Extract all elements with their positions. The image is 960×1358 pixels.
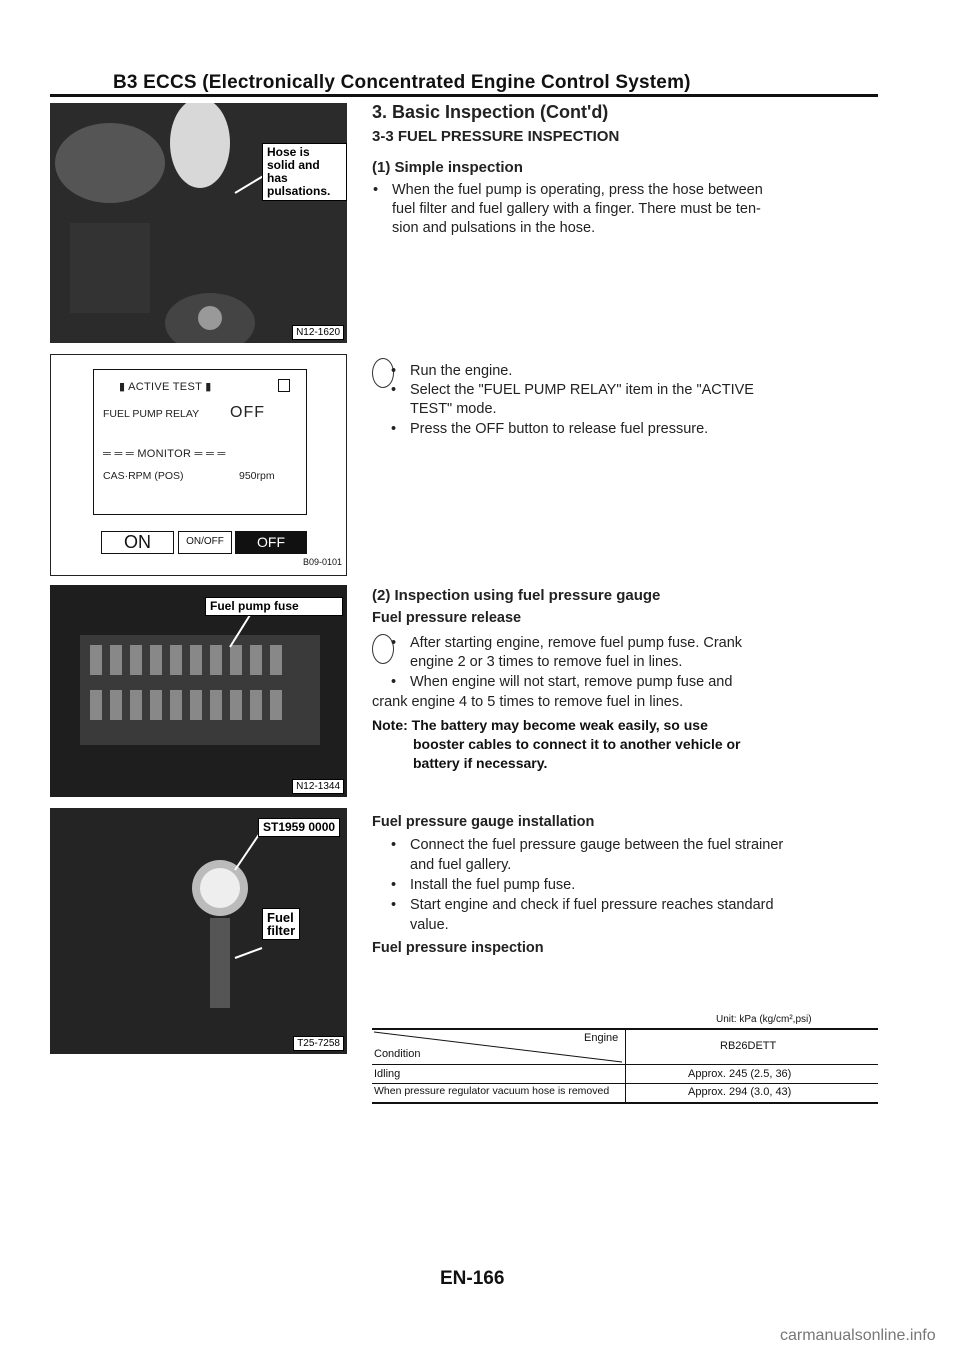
section-subtitle: 3-3 FUEL PRESSURE INSPECTION bbox=[372, 128, 620, 145]
filter-callout-line: filter bbox=[267, 923, 296, 938]
simple-inspection-title: (1) Simple inspection bbox=[372, 159, 523, 176]
install-bullet: • Connect the fuel pressure gauge between the fuel strainer bbox=[410, 836, 783, 855]
hose-callout-line: pulsations. bbox=[267, 184, 331, 198]
photo-filter-graphic bbox=[50, 808, 347, 1054]
simple-bullet-cont: sion and pulsations in the hose. bbox=[392, 220, 596, 236]
fuse-callout: Fuel pump fuse bbox=[205, 597, 343, 616]
table-rule bbox=[372, 1102, 878, 1104]
consult-monitor-diagram bbox=[50, 354, 347, 576]
photo-fuse-box bbox=[50, 585, 347, 797]
row-condition: When pressure regulator vacuum hose is removed bbox=[374, 1085, 610, 1097]
simple-bullet-cont: fuel filter and fuel gallery with a finger. There must be ten- bbox=[392, 201, 761, 217]
row-value: Approx. 245 (2.5, 36) bbox=[688, 1068, 792, 1080]
photo-code: N12-1620 bbox=[292, 325, 344, 340]
pressure-inspection-title: Fuel pressure inspection bbox=[372, 940, 544, 956]
simple-bullet: • When the fuel pump is operating, press the hose between bbox=[392, 181, 763, 200]
fuel-pump-relay-label: FUEL PUMP RELAY bbox=[103, 408, 200, 420]
off-button: OFF bbox=[235, 531, 307, 554]
photo-fuel-filter bbox=[50, 808, 347, 1054]
note-line: battery if necessary. bbox=[413, 755, 548, 771]
diagram-code: B09-0101 bbox=[302, 557, 342, 567]
active-test-title: ▮ ACTIVE TEST ▮ bbox=[119, 381, 212, 393]
monitor-screen bbox=[93, 369, 307, 515]
note-line: Note: The battery may become weak easily, so use bbox=[372, 717, 708, 733]
on-off-button: ON/OFF bbox=[178, 531, 232, 554]
hose-callout-line: Hose is bbox=[267, 145, 310, 159]
photo-hose-inspection bbox=[50, 103, 347, 343]
consult-bullet: • Select the "FUEL PUMP RELAY" item in the "ACTIVE bbox=[410, 381, 754, 400]
consult-bullet: • Press the OFF button to release fuel pressure. bbox=[410, 420, 708, 439]
install-bullet-cont: and fuel gallery. bbox=[410, 857, 512, 873]
release-bullet-cont: crank engine 4 to 5 times to remove fuel in lines. bbox=[372, 694, 684, 710]
page-header-title: B3 ECCS (Electronically Concentrated Engine Control System) bbox=[113, 72, 691, 93]
install-bullet: • Install the fuel pump fuse. bbox=[410, 876, 575, 895]
monitor-label: ═ ═ ═ MONITOR ═ ═ ═ bbox=[103, 448, 226, 460]
release-bullet-cont: engine 2 or 3 times to remove fuel in lines. bbox=[410, 654, 683, 670]
filter-callout bbox=[262, 908, 300, 940]
table-unit: Unit: kPa (kg/cm²,psi) bbox=[716, 1014, 812, 1025]
cas-rpm-value: 950rpm bbox=[239, 470, 275, 482]
hose-callout-line: solid and has bbox=[267, 158, 320, 185]
photo-code: N12-1344 bbox=[292, 779, 344, 794]
cas-rpm-label: CAS·RPM (POS) bbox=[103, 470, 184, 482]
row-condition: Idling bbox=[374, 1068, 401, 1080]
release-bullet: • When engine will not start, remove pump fuse and bbox=[410, 673, 732, 692]
tool-callout: ST1959 0000 bbox=[258, 818, 340, 837]
table-divider bbox=[625, 1028, 626, 1102]
release-bullet: • After starting engine, remove fuel pump fuse. Crank bbox=[410, 634, 742, 653]
hose-callout bbox=[262, 143, 347, 201]
fuel-pump-relay-value: OFF bbox=[230, 404, 265, 421]
row-value: Approx. 294 (3.0, 43) bbox=[688, 1086, 792, 1098]
gauge-install-title: Fuel pressure gauge installation bbox=[372, 814, 595, 830]
on-button: ON bbox=[101, 531, 174, 554]
pressure-release-title: Fuel pressure release bbox=[372, 610, 522, 626]
filter-callout-line: Fuel bbox=[267, 910, 294, 925]
note-line: booster cables to connect it to another vehicle or bbox=[413, 736, 741, 752]
header-condition: Condition bbox=[374, 1048, 421, 1060]
header-model: RB26DETT bbox=[720, 1040, 777, 1052]
consult-bullet: • Run the engine. bbox=[410, 362, 512, 381]
checkbox-icon bbox=[278, 379, 290, 392]
photo-fuse-graphic bbox=[50, 585, 347, 797]
photo-code: T25-7258 bbox=[293, 1036, 344, 1051]
install-bullet-cont: value. bbox=[410, 917, 449, 933]
install-bullet: • Start engine and check if fuel pressure reaches standard bbox=[410, 896, 774, 915]
header-rule bbox=[50, 94, 878, 97]
watermark: carmanualsonline.info bbox=[780, 1327, 936, 1344]
consult-bullet-cont: TEST" mode. bbox=[410, 401, 497, 417]
page-number: EN-166 bbox=[440, 1268, 505, 1289]
section-title: 3. Basic Inspection (Cont'd) bbox=[372, 102, 609, 122]
fuel-pressure-table bbox=[372, 1028, 878, 1102]
photo-hose-graphic bbox=[50, 103, 347, 343]
header-engine: Engine bbox=[584, 1032, 619, 1044]
gauge-inspection-title: (2) Inspection using fuel pressure gauge bbox=[372, 587, 661, 604]
